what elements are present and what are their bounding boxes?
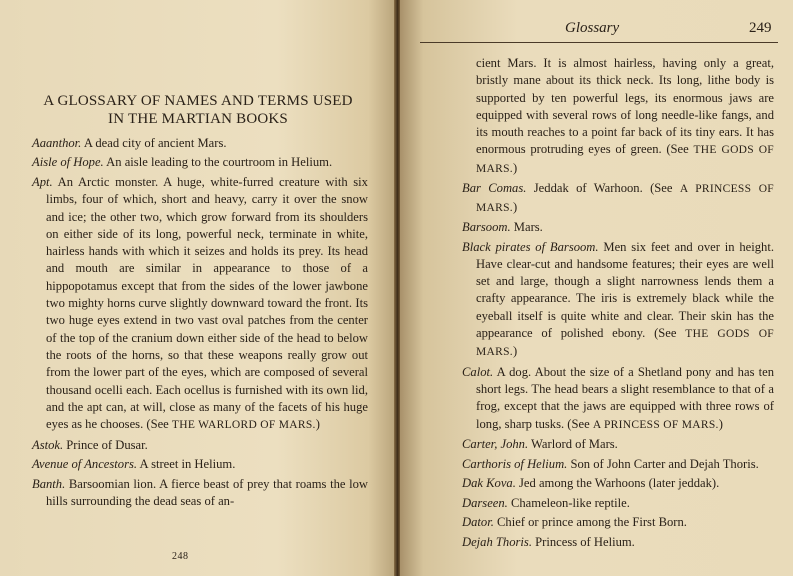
entry-term: Avenue of Ancestors.	[32, 457, 138, 472]
entry-definition: Prince of Dusar.	[66, 437, 148, 452]
reference-close: )	[512, 344, 518, 359]
glossary-heading-line-1: A GLOSSARY OF NAMES AND TERMS USED	[43, 93, 353, 109]
right-glossary-list	[462, 55, 774, 553]
entry-definition: Jed among the Warhoons (later jeddak).	[519, 476, 720, 491]
glossary-entry	[462, 514, 774, 531]
entry-definition: Jeddak of Warhoon. (See	[533, 181, 673, 196]
reference-close: )	[512, 199, 518, 214]
left-glossary-list	[32, 135, 368, 512]
entry-definition: A dead city of ancient Mars.	[83, 136, 227, 150]
reference-close: )	[718, 416, 723, 431]
glossary-entry	[32, 456, 368, 473]
running-title: Glossary	[565, 20, 620, 36]
glossary-entry	[462, 495, 774, 512]
book-reference: A PRINCESS OF MARS.	[476, 183, 774, 214]
entry-definition: An Arctic monster. A huge, white-furred creature with six limbs, four of which, short and heavy, carry it over the snow and ice; the other two, which grow forward from its shoulders on either side of its long, powerful neck, terminate in white, hairless hands with which it seizes and holds its prey. Its head and mouth are similar in appearance to those of a hippopotamus except that from the sides of the lower jawbone two mighty horns curve slightly downward toward the front. Its two huge eyes extend in two vast oval patches from the center of the top of the cranium down either side of the head to below the roots of the horns, so that these weapons really grow out from the lower part of the eyes, which are composed of several thousand ocelli each. Each ocellus is furnished with its own lid, and the apt can, at will, close as many of the facets of his huge eyes as he chooses. (See	[46, 174, 368, 432]
glossary-entry	[462, 534, 774, 551]
glossary-entry	[462, 364, 774, 434]
entry-definition: A street in Helium.	[139, 457, 236, 472]
glossary-entry	[462, 180, 774, 217]
entry-term: Calot.	[462, 364, 494, 379]
entry-term: Darseen.	[462, 495, 508, 510]
glossary-entry	[462, 475, 774, 492]
entry-definition: Princess of Helium.	[535, 534, 635, 549]
entry-term: Black pirates of Barsoom.	[462, 239, 599, 254]
entry-term: Dak Kova.	[462, 476, 516, 491]
entry-term: Dejah Thoris.	[462, 534, 532, 549]
glossary-entry	[462, 456, 774, 473]
entry-definition: Mars.	[513, 220, 543, 235]
entry-definition: Chameleon-like reptile.	[510, 495, 630, 510]
glossary-entry	[462, 219, 774, 236]
glossary-entry	[32, 476, 368, 511]
entry-definition: A dog. About the size of a Shetland pony and has ten short legs. The head bears a slight resemblance to that of a frog, except that the jaws are equipped with three rows of long, sharp tusks. (See	[476, 364, 774, 431]
book-reference: THE GODS OF MARS.	[476, 328, 774, 359]
entry-term: Carter, John.	[462, 437, 529, 452]
reference-close: )	[512, 160, 518, 175]
book-reference: THE WARLORD OF MARS.	[171, 419, 316, 432]
header-rule	[420, 42, 778, 43]
glossary-entry	[32, 154, 368, 171]
glossary-entry	[462, 239, 774, 362]
entry-term: Carthoris of Helium.	[462, 456, 568, 471]
left-page	[0, 0, 396, 576]
entry-term: Dator.	[462, 515, 494, 530]
right-page	[400, 0, 793, 576]
entry-term: Barsoom.	[462, 220, 511, 235]
entry-definition: cient Mars. It is almost hairless, having only a great, bristly mane about its thick neck. Its long, lithe body is supported by ten powerful legs, its enormous jaws are equipped with several rows of long needle-like fangs, and its mouth reaches to a point far back of its tiny ears. It has enormous protruding eyes of green. (See	[476, 56, 774, 157]
book-reference: THE GODS OF MARS.	[476, 144, 775, 175]
entry-definition: Warlord of Mars.	[531, 437, 618, 452]
entry-term: Astok.	[32, 437, 64, 452]
glossary-heading-line-2: IN THE MARTIAN BOOKS	[108, 111, 288, 127]
entry-definition: Chief or prince among the First Born.	[497, 515, 687, 530]
reference-close: )	[315, 417, 320, 432]
glossary-entry	[32, 174, 368, 434]
glossary-entry-continuation	[462, 55, 774, 178]
running-head	[400, 20, 793, 42]
entry-term: Aisle of Hope.	[32, 155, 104, 170]
page-number-left: 248	[172, 551, 189, 562]
entry-definition: Men six feet and over in height. Have clear-cut and handsome features; their eyes are well set and large, though a slight narrowness lends them a crafty appearance. The iris is extremely black while the eyeball itself is quite white and clear. Their skin has the appearance of polished ebony. (See	[476, 239, 774, 341]
glossary-entry	[32, 437, 368, 454]
entry-definition: Barsoomian lion. A fierce beast of prey that roams the low hills surrounding the dead seas of an-	[46, 476, 368, 508]
entry-definition: An aisle leading to the courtroom in Helium.	[106, 155, 333, 170]
page-number-right: 249	[749, 20, 772, 36]
glossary-entry	[462, 436, 774, 453]
entry-term: Banth.	[32, 476, 66, 491]
entry-definition: Son of John Carter and Dejah Thoris.	[570, 456, 759, 471]
glossary-entry	[32, 135, 368, 152]
entry-term: Aaanthor.	[32, 136, 82, 150]
book-reference: A PRINCESS OF MARS.	[592, 418, 719, 431]
entry-term: Bar Comas.	[462, 181, 527, 196]
entry-term: Apt.	[32, 174, 53, 189]
